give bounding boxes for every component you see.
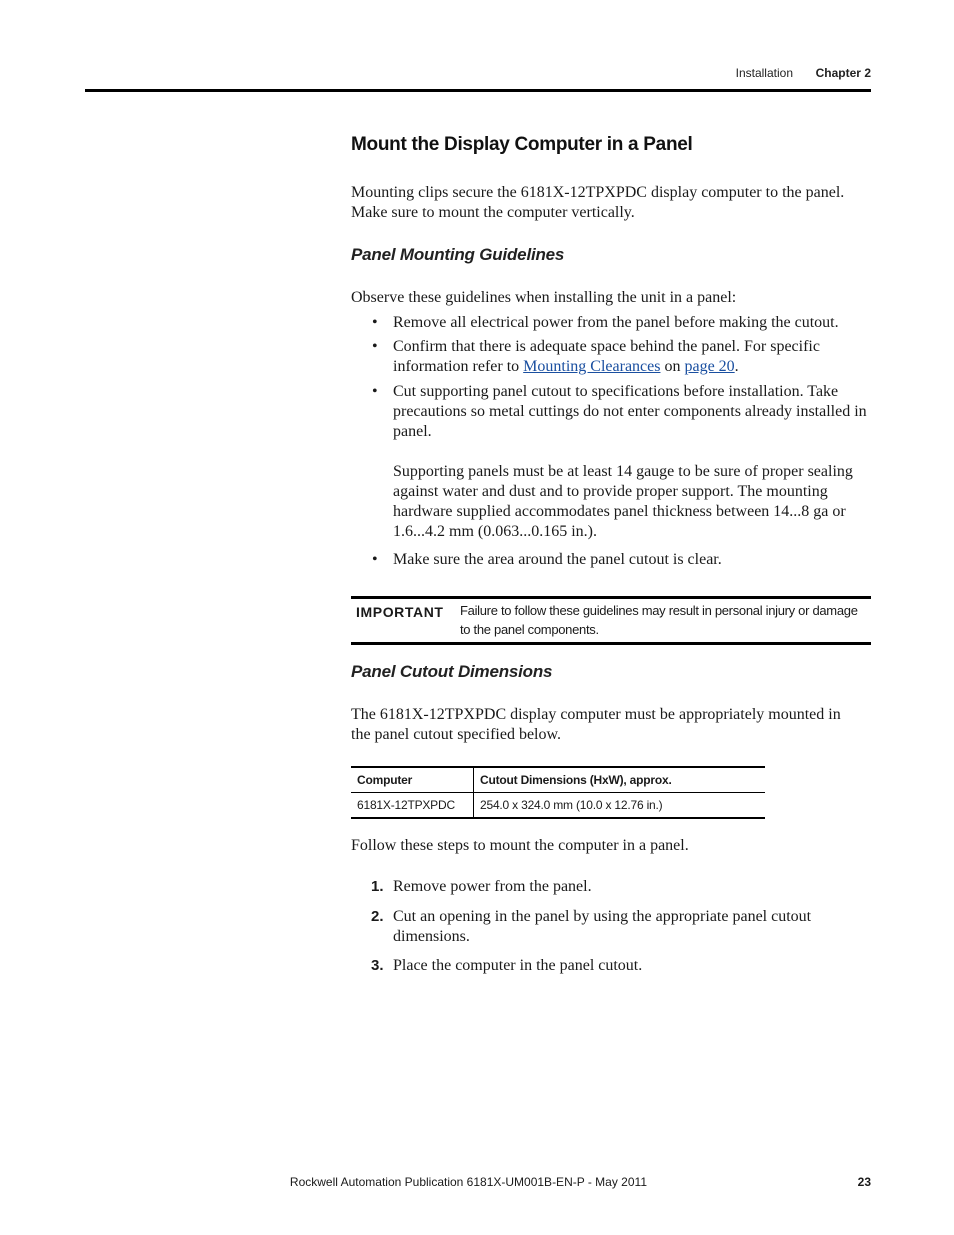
step-text: Cut an opening in the panel by using the appropriate panel cutout: [393, 908, 812, 925]
step-number: 1.: [371, 878, 384, 895]
important-line-1: Failure to follow these guidelines may result in personal injury or damage: [460, 603, 858, 618]
bullet-subtext: hardware supplied accommodates panel thickness between 14...8 ga or: [393, 503, 846, 520]
page-footer: [85, 1175, 871, 1195]
step-number: 2.: [371, 908, 384, 925]
cutout-dimensions-table: [351, 766, 765, 819]
footer-publication: Rockwell Automation Publication 6181X-UM001B-EN-P - May 2011: [289, 1175, 647, 1189]
cutout-line-1: The 6181X-12TPXPDC display computer must be appropriately mounted in: [351, 706, 841, 723]
important-text: [460, 601, 870, 639]
mounting-clearances-link[interactable]: Mounting Clearances: [523, 358, 661, 375]
list-item: [371, 877, 871, 897]
header-chapter: Chapter 2: [815, 66, 871, 80]
bullet-marker: •: [372, 551, 378, 568]
bullet-marker: •: [372, 338, 378, 355]
list-item: [371, 907, 871, 947]
table-header-row: [351, 767, 765, 793]
important-label: IMPORTANT: [356, 604, 444, 620]
intro-line-1: Mounting clips secure the 6181X-12TPXPDC display computer to the panel.: [351, 184, 845, 201]
bullet-text: Confirm that there is adequate space behind the panel. For specific: [393, 338, 820, 355]
step-text: Place the computer in the panel cutout.: [393, 957, 643, 974]
steps-lead: Follow these steps to mount the computer in a panel.: [351, 837, 689, 854]
bullet-marker: •: [372, 314, 378, 331]
bullet-text: .: [734, 358, 739, 375]
bullet-subtext: 1.6...4.2 mm (0.063...0.165 in.).: [393, 523, 597, 540]
list-item: [372, 550, 875, 570]
bullet-marker: •: [372, 383, 378, 400]
guidelines-heading: Panel Mounting Guidelines: [351, 245, 565, 264]
important-line-2: to the panel components.: [460, 622, 599, 637]
header-cutout-dimensions: Cutout Dimensions (HxW), approx.: [480, 773, 672, 787]
step-text: dimensions.: [393, 928, 470, 945]
cell-cutout-dimensions: 254.0 x 324.0 mm (10.0 x 12.76 in.): [480, 798, 663, 812]
header-rule: [85, 89, 871, 92]
bullet-text: on: [660, 358, 685, 375]
list-item: [372, 382, 875, 542]
bullet-text: panel.: [393, 423, 432, 440]
cutout-heading: Panel Cutout Dimensions: [351, 662, 553, 681]
page-number: 23: [857, 1175, 871, 1189]
step-text: Remove power from the panel.: [393, 878, 592, 895]
bullet-subtext: Supporting panels must be at least 14 gauge to be sure of proper sealing: [393, 463, 853, 480]
bullet-text: precautions so metal cuttings do not enter components already installed in: [393, 403, 867, 420]
step-number: 3.: [371, 957, 384, 974]
page-header: [85, 64, 871, 94]
list-item: [371, 956, 871, 976]
page-title: Mount the Display Computer in a Panel: [351, 134, 693, 155]
bullet-subtext: against water and dust and to provide proper support. The mounting: [393, 483, 828, 500]
list-item: [372, 313, 875, 333]
list-item: [372, 337, 875, 377]
header-section-name: Installation: [735, 66, 793, 80]
cutout-paragraph: [351, 705, 841, 745]
important-notice: [351, 596, 871, 645]
bullet-text: Cut supporting panel cutout to specifications before installation. Take: [393, 383, 839, 400]
table-row: [351, 793, 765, 819]
cutout-line-2: the panel cutout specified below.: [351, 726, 561, 743]
guidelines-lead: Observe these guidelines when installing the unit in a panel:: [351, 289, 737, 306]
bullet-text: Make sure the area around the panel cutout is clear.: [393, 551, 722, 568]
cell-computer: 6181X-12TPXPDC: [351, 793, 474, 819]
intro-paragraph: [351, 183, 844, 223]
bullet-text: information refer to: [393, 358, 524, 375]
header-computer: Computer: [351, 767, 474, 793]
page-20-link[interactable]: page 20: [684, 358, 735, 375]
bullet-text: Remove all electrical power from the panel before making the cutout.: [393, 314, 839, 331]
intro-line-2: Make sure to mount the computer vertically.: [351, 204, 635, 221]
